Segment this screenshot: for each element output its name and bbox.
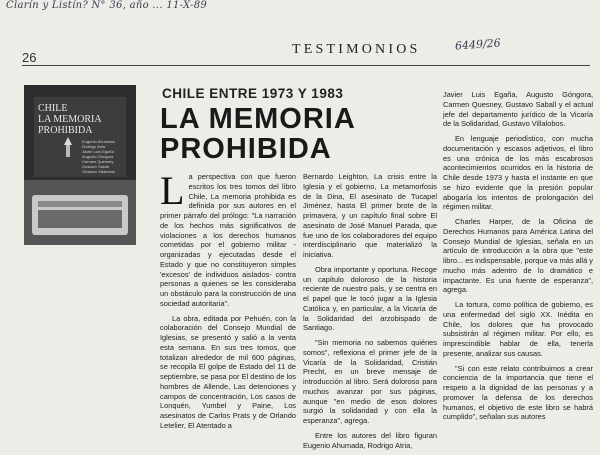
article-kicker: CHILE ENTRE 1973 Y 1983 xyxy=(162,86,344,101)
book-author: Eugenio Ahumada xyxy=(82,139,115,144)
headline-line-2: PROHIBIDA xyxy=(160,133,332,165)
article-column-3 xyxy=(443,90,593,427)
book-author: Carmen Quesney xyxy=(82,159,114,164)
book-author: Gustavo Villalobos xyxy=(82,169,116,174)
body-paragraph: Charles Harper, de la Oficina de Derechos Humanos para América Latina del Consejo Mundial de Iglesias, señala en un artículo de introducción a la obra que "este libro... es indispensable, porque va más allá y mucho más adentro de lo dramático e impactante. Es una fuente de esperanza", agrega. xyxy=(443,217,593,295)
handwritten-source-note: Clarín y Listín? N° 36, año ... 11-X-89 xyxy=(6,0,208,11)
body-paragraph: La obra, editada por Pehuén, con la colaboración del Consejo Mundial de Iglesias, se presentó y salió a la venta esta semana. En sus tres tomos, que totalizan alrededor de mil 600 páginas, se recopila El golpe de Estado del 11 de septiembre, se pasa por El destino de los hombres de Allende, Las detenciones y campos de concentración, Los casos de Lonquén, Yumbel y Paine, Los asesinatos de Carlos Prats y de Orlando Letelier, El Atentado a xyxy=(160,313,296,430)
article-column-1 xyxy=(160,168,296,436)
book-author: Javier Luis Egaña xyxy=(82,149,114,154)
body-paragraph: "Si con este relato contribuimos a crear conciencia de la importancia que tiene el respeto a la dignidad de las personas y a promover la defensa de los derechos humanos, el objetivo de este libro se habrá cumplido", señalan sus autores xyxy=(443,363,593,422)
header-rule xyxy=(22,65,590,66)
body-paragraph: La tortura, como política de gobierno, es una enfermedad del siglo XX. Inédita en Chile, los dolores que ha provocado subsistirán al régimen militar. Por ello, es imprescindible hablar de ella, tenerla presente, analizar sus causas. xyxy=(443,300,593,358)
body-paragraph: En lenguaje periodístico, con mucha documentación y escasos adjetivos, el libro es una crónica de los más escabrosos acontecimientos ocurridos en la historia de Chile desde 1973 y hasta el instante en que se hizo evidente que la presión popular abogaría los intentos de prolongación del régimen militar. xyxy=(443,134,593,212)
headline-line-1: LA MEMORIA xyxy=(160,103,356,135)
body-paragraph: Entre los autores del libro figuran Eugenio Ahumada, Rodrigo Atria, xyxy=(303,430,437,450)
article-column-2 xyxy=(303,172,437,455)
article-headline xyxy=(160,104,420,164)
lead-paragraph-text: a perspectiva con que fueron escritos los tres tomos del libro Chile, La memoria prohibida es definida por sus autores en el primer párrafo del prólogo: "La narración de los hechos más significativos de violaciones a los derechos humanos cometidas por el gobierno militar -organizadas y ejecutadas desde el Estado y que no constituyeron simples 'excesos' de individuos aislados- contra personas a quienes se les consideraba un obstáculo para la construcción de una sociedad autoritaria". xyxy=(160,172,296,308)
body-paragraph: Javier Luis Egaña, Augusto Góngora, Carmen Quesney, Gustavo Saball y el actual jefe del departamento jurídico de la Vicaría de la Solidaridad, Gustavo Villalobos. xyxy=(443,90,593,129)
archive-stamp: 6449/26 xyxy=(454,36,502,53)
lead-paragraph xyxy=(160,168,296,309)
book-author: Gustavo Saball xyxy=(82,164,110,169)
book-title-line3: PROHIBIDA xyxy=(38,125,93,136)
body-paragraph: Obra importante y oportuna. Recoge un capítulo doloroso de la historia reciente de nuestro país, y se centra en el papel que le tocó jugar a la Iglesia Católica y, en particular, a la Vicaría de la Solidaridad del arzobispado de Santiago. xyxy=(303,264,437,333)
book-cover-photo xyxy=(24,85,136,245)
section-title: TESTIMONIOS xyxy=(292,42,421,57)
book-title-line1: CHILE xyxy=(38,103,68,114)
drop-cap: L xyxy=(160,168,185,213)
book-author: Rodrigo Atria xyxy=(82,144,106,149)
book-author: Augusto Góngora xyxy=(82,154,114,159)
body-paragraph: "Sin memoria no sabemos quiénes somos", reflexiona el primer jefe de la Vicaría de la Solidaridad, Cristián Precht, en un breve mensaje de introducción al libro. Será doloroso para muchos avanzar por sus páginas, aunque "en medio de esos dolores surgió la solidaridad y con ella la esperanza", agrega. xyxy=(303,338,437,425)
body-paragraph: Bernardo Leighton, La crisis entre la Iglesia y el gobierno, La metamorfosis de la Dina, El asesinato de Tucapel Jiménez, hasta El primer brote de la primavera, y un capítulo final sobre El asesinato de José Manuel Parada, que fue uno de los colaboradores del equipo interdisciplinario que materializó la iniciativa. xyxy=(303,172,437,259)
page-number: 26 xyxy=(22,50,37,65)
book-title-line2: LA MEMORIA xyxy=(38,114,102,125)
